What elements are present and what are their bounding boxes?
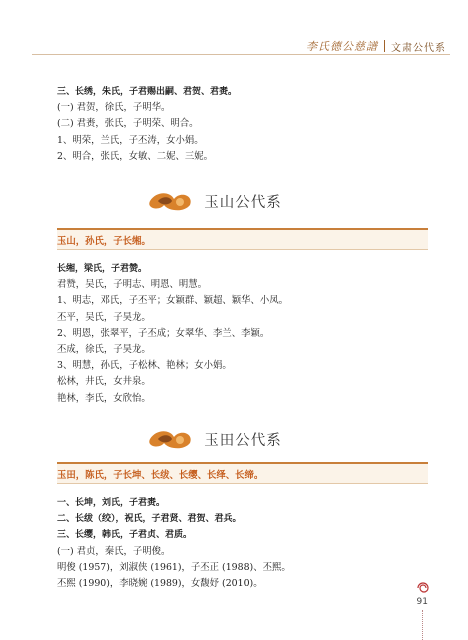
header-divider <box>384 40 385 52</box>
section-banner-yutian <box>0 424 468 454</box>
lineage-line: 2、明合，张氏，女敏、二妮、三妮。 <box>57 150 213 162</box>
lineage-line: 1、明志，邓氏，子丕平；女颖群、颖超、颖华、小凤。 <box>57 295 288 307</box>
header-rule <box>32 54 450 55</box>
lineage-line: 1、明荣，兰氏，子丕涛，女小娟。 <box>57 134 204 146</box>
section-banner-yushan <box>0 186 468 216</box>
spiral-ornament-icon <box>416 581 430 595</box>
lineage-line: 丕熙 (1990)，李晓婉 (1989)，女馥妤 (2010)。 <box>57 578 263 590</box>
founder-line: 玉山，孙氏，子长缃。 <box>57 236 151 247</box>
header-brand: 李氏德公慈譜 <box>306 40 378 53</box>
lineage-line: 丕成，徐氏，子昊龙。 <box>57 344 151 356</box>
lineage-line: 长缃，梁氏，子君赞。 <box>57 264 148 274</box>
lineage-line: 三、长缨，韩氏，子君贞、君质。 <box>57 530 193 541</box>
lineage-line: 松林，井氏，女井泉。 <box>57 376 151 388</box>
lineage-line: 君赞，吴氏，子明志、明恩、明慧。 <box>57 279 208 291</box>
lineage-line: 明俊 (1957)，刘淑侠 (1961)，子丕正 (1988)、丕熙。 <box>57 561 291 573</box>
lineage-line: (二) 君赉，张氏，子明荣、明合。 <box>57 118 199 130</box>
page-number-dotted-rule <box>422 610 424 640</box>
header-section-title: 文肃公代系 <box>391 42 446 54</box>
founder-line: 玉田，陈氏，子长坤、长绂、长缨、长绎、长缔。 <box>57 470 264 481</box>
section-title: 玉田公代系 <box>204 432 282 449</box>
yutian-lineage-block <box>57 495 428 592</box>
lineage-line: 3、明慧，孙氏，子松林、艳林；女小娟。 <box>57 360 232 372</box>
lineage-line: 艳林，李氏，女欣怡。 <box>57 392 151 404</box>
top-lineage-block <box>57 84 428 165</box>
lineage-line: 三、长绣，朱氏，子君赐出嗣、君贺、君赉。 <box>57 87 238 97</box>
founder-bar-yutian <box>57 462 428 484</box>
lineage-line: (一) 君贺，徐氏，子明华。 <box>57 102 171 114</box>
founder-bar-yushan <box>57 228 428 250</box>
lineage-line: 丕平，吴氏，子昊龙。 <box>57 311 151 323</box>
page-number: 91 <box>416 597 428 607</box>
lineage-line: 一、长坤，刘氏，子君赉。 <box>57 498 166 508</box>
page-header <box>306 38 446 54</box>
lineage-line: (一) 君贞，秦氏，子明俊。 <box>57 545 171 557</box>
lineage-line: 二、长绂（绞），祝氏，子君贤、君贺、君兵。 <box>57 514 242 525</box>
yushan-lineage-block <box>57 261 428 407</box>
lineage-line: 2、明恩，张翠平，子丕成；女翠华、李兰、李颖。 <box>57 327 270 339</box>
section-title: 玉山公代系 <box>204 194 282 211</box>
